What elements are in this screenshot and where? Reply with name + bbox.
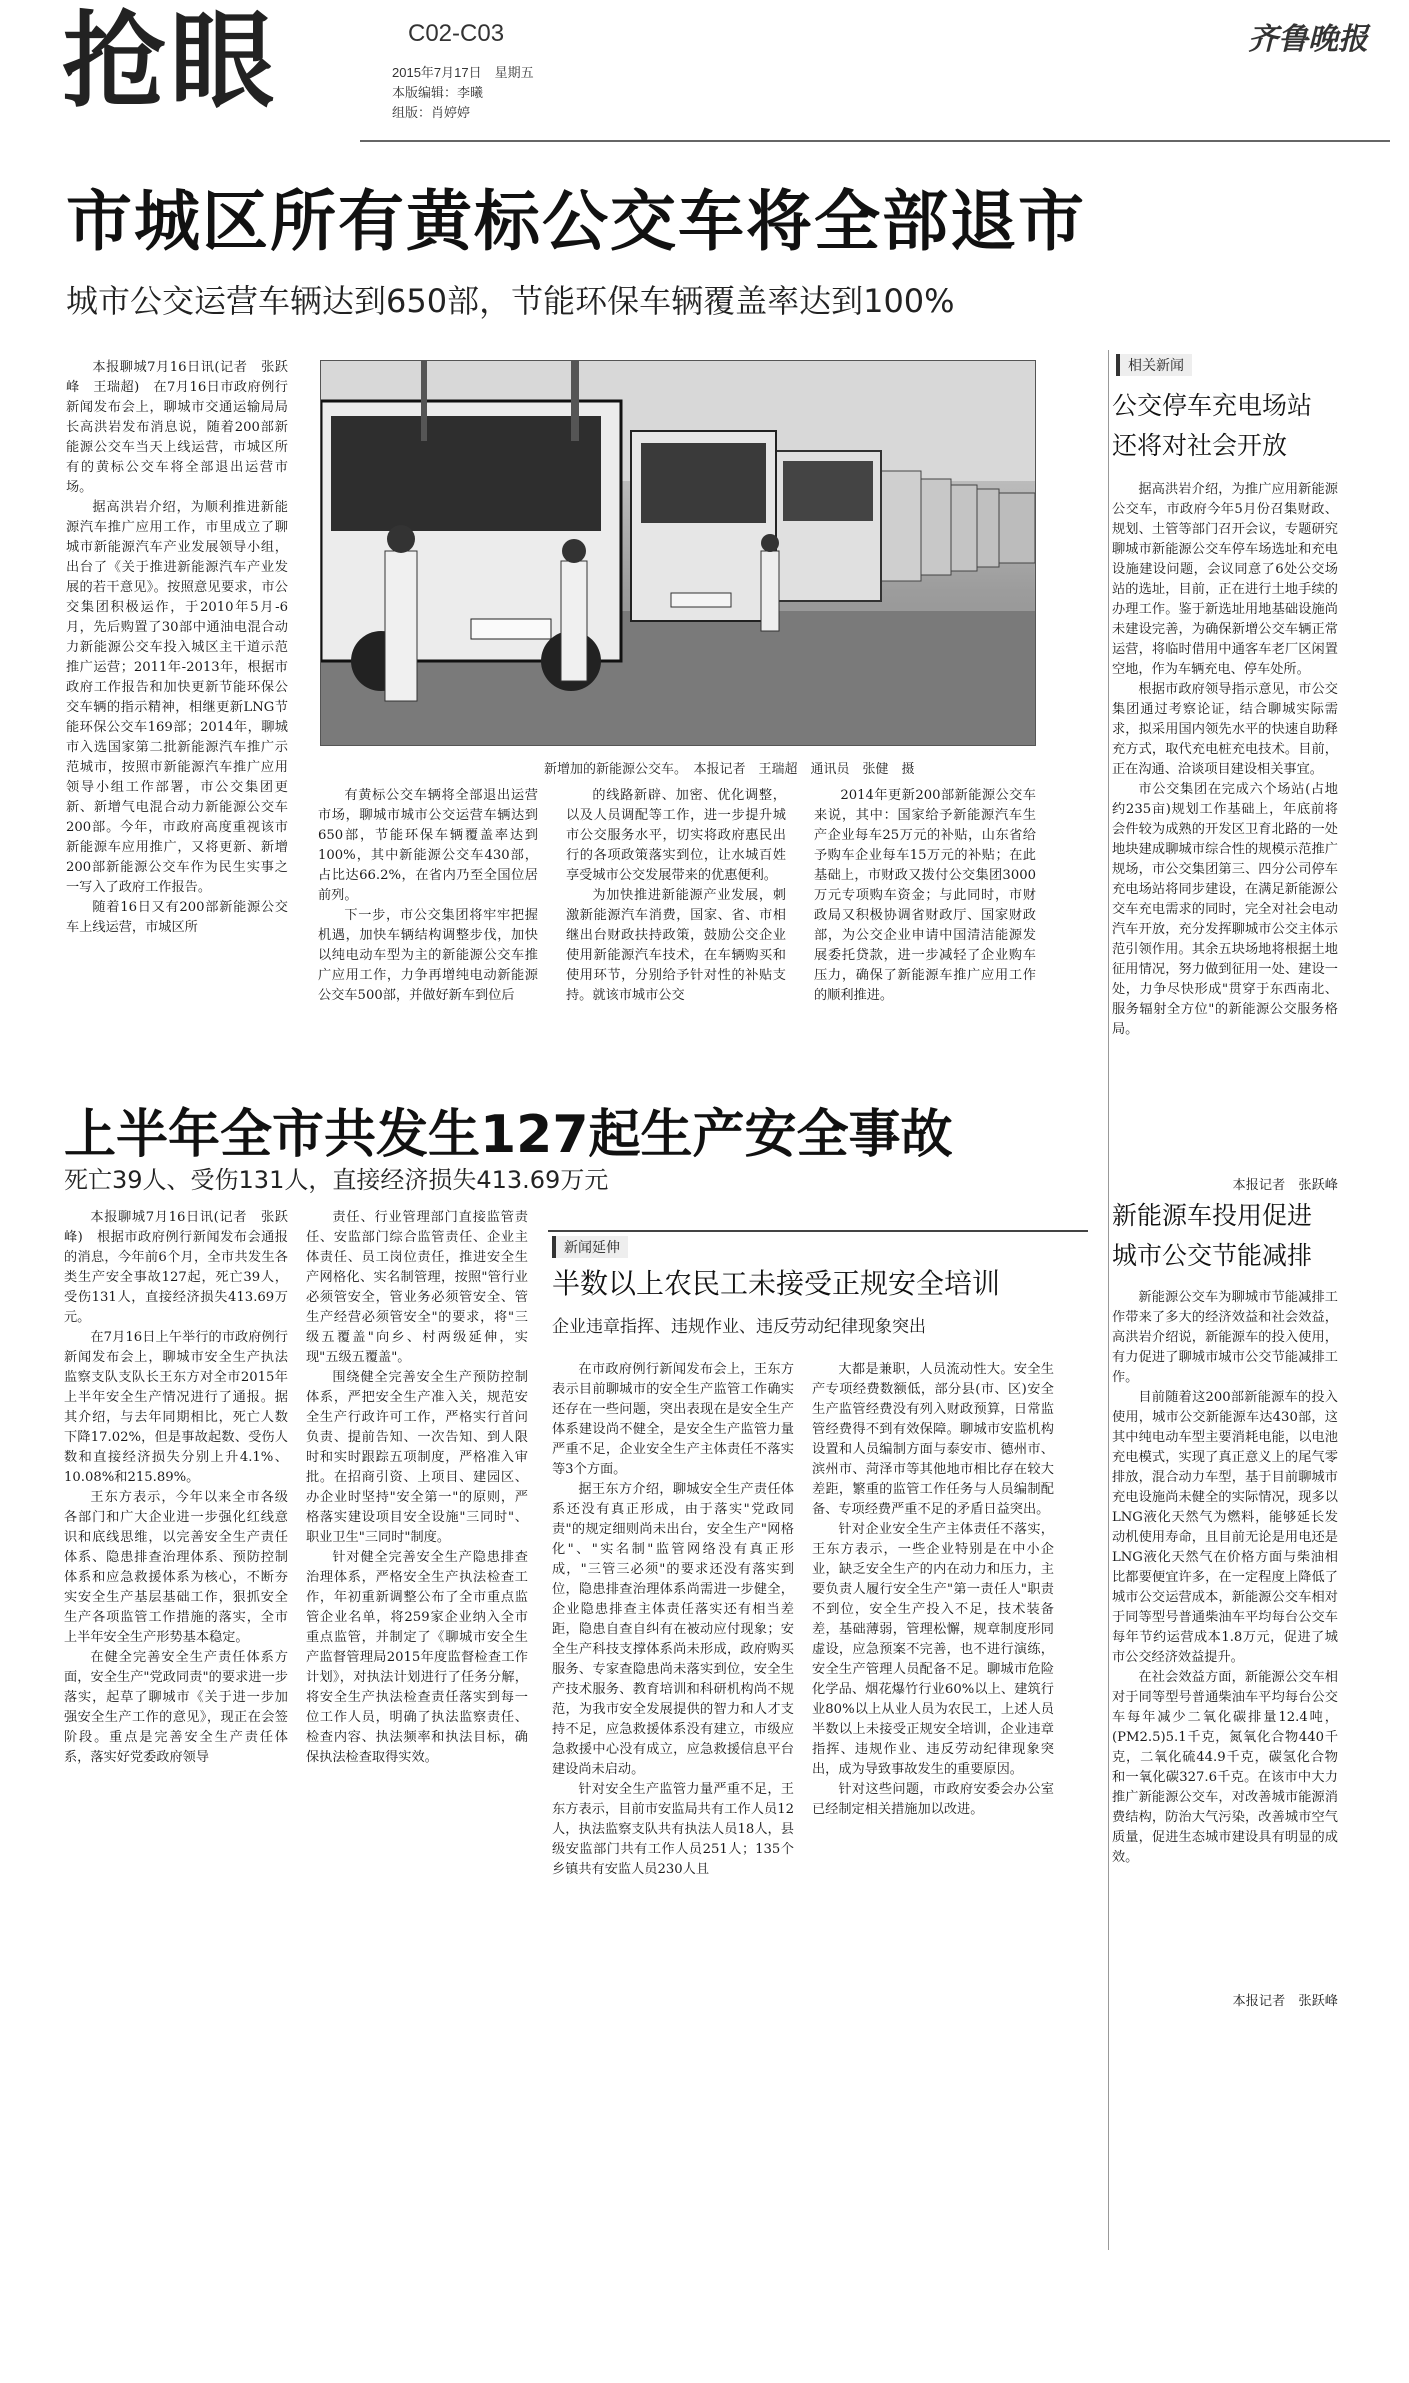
news-extension-rule <box>548 1230 1088 1232</box>
bus-photo-illustration <box>321 361 1035 745</box>
bus-photo <box>320 360 1036 746</box>
article1-headline: 市城区所有黄标公交车将全部退市 <box>66 183 1086 260</box>
sidebar-story1-body <box>1112 480 1338 1160</box>
article1-col2-para: 下一步，市公交集团将牢牢把握机遇，加快车辆结构调整步伐，加快以纯电动车型为主的新能源公交车推广应用工作，力争再增纯电动新能源公交车500部，并做好新车到位后 <box>318 908 538 1003</box>
issue-date: 2015年7月17日 星期五 <box>392 65 534 80</box>
newspaper-logo: 齐鲁晚报 <box>1248 22 1368 57</box>
article2-col1-para: 王东方表示，今年以来全市各级各部门和广大企业进一步强化红线意识和底线思维，以完善安全生产责任体系、隐患排查治理体系、预防控制体系和应急救援体系为核心，不断夯实安全生产基层基础工作，狠抓安全生产各项监管工作措施的落实，全市上半年安全生产形势基本稳定。 <box>64 1490 288 1645</box>
sidebar-story1-para: 市公交集团在完成六个场站(占地约235亩)规划工作基础上，年底前将会件较为成熟的开发区卫育北路的一处地块建成聊城市综合性的规模示范推广规场，市公交集团第三、四分公司停车充电场站将同步建设，在满足新能源公交车充电需求的同时，完全对社会电动汽车开放，充分发挥聊城市公交主体示范引领作用。其余五块场地将根据土地征用情况，努力做到征用一处、建设一处，力争尽快形成"贯穿于东西南北、服务辐射全方位"的新能源公交服务格局。 <box>1112 782 1338 1037</box>
article1-col2-para: 有黄标公交车辆将全部退出运营市场，聊城市城市公交运营车辆达到650部，节能环保车辆覆盖率达到100%，其中新能源公交车430部，占比达66.2%，在省内乃至全国位居前列。 <box>318 788 538 903</box>
article1-col2 <box>318 786 538 1076</box>
sidebar-story1-headline-line1: 公交停车充电场站 <box>1112 391 1313 420</box>
article2-col1 <box>64 1208 288 2008</box>
article2-col2-para: 围绕健全完善安全生产预防控制体系，严把安全生产准入关，规范安全生产行政许可工作，严格实行首问负责、提前告知、一次告知、到人限时和实时跟踪五项制度，严格准入审批。在招商引资、上项目、建园区、办企业时坚持"安全第一"的原则，严格落实建设项目安全设施"三同时"、职业卫生"三同时"制度。 <box>306 1370 528 1545</box>
news-extension-tag: 新闻延伸 <box>552 1236 628 1258</box>
article2-subhead: 死亡39人、受伤131人，直接经济损失413.69万元 <box>64 1166 609 1194</box>
article2-col1-para: 本报聊城7月16日讯(记者 张跃峰) 根据市政府例行新闻发布会通报的消息，今年前6个月，全市共发生各类生产安全事故127起，死亡39人，受伤131人，直接经济损失413.69万元。 <box>64 1210 288 1325</box>
news-extension-subhead: 企业违章指挥、违规作业、违反劳动纪律现象突出 <box>552 1317 926 1337</box>
sidebar-story2-headline-line1: 新能源车投用促进 <box>1112 1201 1313 1230</box>
sidebar-tag: 相关新闻 <box>1116 354 1192 376</box>
sidebar-story1-headline-line2: 还将对社会开放 <box>1112 431 1288 460</box>
article2-col1-para: 在健全完善安全生产责任体系方面，安全生产"党政同责"的要求进一步落实，起草了聊城市《关于进一步加强安全生产工作的意见》，现正在会签阶段。重点是完善安全生产责任体系，落实好党委政府领导 <box>64 1650 288 1765</box>
sidebar-story2-para: 新能源公交车为聊城市节能减排工作带来了多大的经济效益和社会效益，高洪岩介绍说，新能源车的投入使用，有力促进了聊城市城市公交节能减排工作。 <box>1112 1290 1338 1385</box>
article1-col3 <box>566 786 786 1076</box>
masthead-rule <box>360 140 1390 142</box>
news-extension-para: 在市政府例行新闻发布会上，王东方表示目前聊城市的安全生产监管工作确实还存在一些问题，突出表现在是安全生产体系建设尚不健全，是安全生产监管力量严重不足，企业安全生产主体责任不落实等3个方面。 <box>552 1362 794 1477</box>
section-title: 抢眼 <box>62 0 279 122</box>
article2-col1-para: 在7月16日上午举行的市政府例行新闻发布会上，聊城市安全生产执法监察支队支队长王东方对全市2015年上半年安全生产情况进行了通报。据其介绍，与去年同期相比，死亡人数下降17.02%，但是事故起数、受伤人数和直接经济损失分别上升4.1%、10.08%和215.89%。 <box>64 1330 288 1485</box>
sidebar-story1-para: 据高洪岩介绍，为推广应用新能源公交车，市政府今年5月份召集财政、规划、土管等部门召开会议，专题研究聊城市新能源公交车停车场选址和充电设施建设问题，会议同意了6处公交场站的选址，目前，正在进行土地手续的办理工作。鉴于新选址用地基础设施尚未建设完善，为确保新增公交车辆正常运营，将临时借用中通客车老厂区闲置空地，作为车辆充电、停车处所。 <box>1112 482 1338 677</box>
sidebar-story1-para: 根据市政府领导指示意见，市公交集团通过考察论证，结合聊城实际需求，拟采用国内领先水平的快速自助释充方式，取代充电桩充电技术。目前，正在沟通、洽谈项目建设相关事宜。 <box>1112 682 1338 777</box>
sidebar-story2-byline: 本报记者 张跃峰 <box>1232 1994 1338 2009</box>
news-extension-col1 <box>552 1360 794 2020</box>
article1-col4-para: 2014年更新200部新能源公交车来说，其中：国家给予新能源汽车生产企业每车25万元的补贴，山东省给予购车企业每车15万元的补贴；在此基础上，市财政又拨付公交集团3000万元专项购车资金；与此同时，市财政局又积极协调省财政厅、国家财政部，为公交企业申请中国清洁能源发展委托贷款，进一步减轻了企业购车压力，确保了新能源车推广应用工作的顺利推进。 <box>814 788 1036 1003</box>
sidebar-story2-headline <box>1112 1196 1312 1276</box>
news-extension-para: 针对安全生产监管力量严重不足，王东方表示，目前市安监局共有工作人员12人，执法监察支队共有执法人员18人，县级安监部门共有工作人员251人；135个乡镇共有安监人员230人且 <box>552 1782 794 1877</box>
sidebar-story1-byline: 本报记者 张跃峰 <box>1232 1178 1338 1193</box>
article1-col3-para: 为加快推进新能源产业发展，刺激新能源汽车消费，国家、省、市相继出台财政扶持政策，鼓励公交企业使用新能源汽车技术，在车辆购买和使用环节，分别给予针对性的补贴支持。就该市城市公交 <box>566 888 786 1003</box>
sidebar-story1-headline <box>1112 386 1312 466</box>
article2-col2-para: 针对健全完善安全生产隐患排查治理体系，严格安全生产执法检查工作，年初重新调整公布了全市重点监管企业名单，将259家企业纳入全市重点监管，并制定了《聊城市安全生产监督管理局2015年度监督检查工作计划》，对执法计划进行了任务分解，将安全生产执法检查责任落实到每一位工作人员，明确了执法监察责任、检查内容、执法频率和执法目标，确保执法检查取得实效。 <box>306 1550 528 1765</box>
page-designer: 组版：肖婷婷 <box>392 105 471 120</box>
news-extension-para: 据王东方介绍，聊城安全生产责任体系还没有真正形成，由于落实"党政同责"的规定细则尚未出台，安全生产"网格化"、"实名制"监管网络没有真正形成，"三管三必须"的要求还没有落实到位，隐患排查治理体系尚需进一步健全，企业隐患排查主体责任落实还有相当差距，隐患自查自纠有在被动应付现象；安全生产科技支撑体系尚未形成，政府购买服务、专家查隐患尚未落实到位，安全生产技术服务、教育培训和科研机构尚不规范，为我市安全发展提供的智力和人才支持不足，应急救援体系没有建立，市级应急救援中心没有成立，应急救援信息平台建设尚未启动。 <box>552 1482 794 1777</box>
article2-col2 <box>306 1208 528 2008</box>
page-numbers: C02-C03 <box>408 20 505 47</box>
page-editor: 本版编辑：李曦 <box>392 85 484 100</box>
article1-col1-para: 据高洪岩介绍，为顺利推进新能源汽车推广应用工作，市里成立了聊城市新能源汽车产业发展领导小组，出台了《关于推进新能源汽车产业发展的若干意见》。按照意见要求，市公交集团积极运作，于2010年5月-6月，先后购置了30部中通油电混合动力新能源公交车投入城区主干道示范推广运营；2011年-2013年，根据市政府工作报告和加快更新节能环保公交车辆的指示精神，相继更新LNG节能环保公交车169部；2014年，聊城市入选国家第二批新能源汽车推广示范城市，按照市新能源汽车推广应用领导小组工作部署，市公交集团更新、新增气电混合动力新能源公交车200部。今年，市政府高度重视该市新能源车应用推广，又将更新、新增200部新能源公交车作为民生实事之一写入了政府工作报告。 <box>66 500 288 895</box>
article1-col3-para: 的线路新辟、加密、优化调整，以及人员调配等工作，进一步提升城市公交服务水平，切实将政府惠民出行的各项政策落实到位，让水城百姓享受城市公交发展带来的优惠便利。 <box>566 788 786 883</box>
photo-caption: 新增加的新能源公交车。 本报记者 王瑞超 通讯员 张健 摄 <box>544 761 915 776</box>
article1-col1-para: 随着16日又有200部新能源公交车上线运营，市城区所 <box>66 900 288 935</box>
sidebar-story2-para: 目前随着这200部新能源车的投入使用，城市公交新能源车达430部，这其中纯电动车型主要消耗电能，以电池充电模式，实现了真正意义上的尾气零排放，混合动力车型，基于目前聊城市充电设施尚未健全的实际情况，现多以LNG液化天然气为燃料，能够延长发动机使用寿命，且目前无论是用电还是LNG液化天然气在价格方面与柴油相比都要便宜许多，在一定程度上降低了城市公交运营成本，新能源公交车相对于同等型号普通柴油车平均每台公交车每年节约运营成本1.8万元，促进了城市公交经济效益提升。 <box>1112 1390 1338 1665</box>
sidebar-story2-para: 在社会效益方面，新能源公交车相对于同等型号普通柴油车平均每台公交车每年减少二氧化碳排量12.4吨，(PM2.5)5.1千克，氮氧化合物440千克，二氧化硫44.9千克，碳氢化合物和一氧化碳327.6千克。在该市中大力推广新能源公交车，对改善城市能源消费结构，防治大气污染，改善城市空气质量，促进生态城市建设具有明显的成效。 <box>1112 1670 1338 1865</box>
article1-col4 <box>814 786 1036 1076</box>
article2-headline: 上半年全市共发生127起生产安全事故 <box>64 1105 953 1165</box>
news-extension-col2 <box>812 1360 1054 2020</box>
article1-col1-para: 本报聊城7月16日讯(记者 张跃峰 王瑞超) 在7月16日市政府例行新闻发布会上，聊城市交通运输局局长高洪岩发布消息说，随着200部新能源公交车当天上线运营，市城区所有的黄标公交车将全部退出运营市场。 <box>66 360 288 495</box>
sidebar-divider <box>1108 350 1109 2250</box>
article1-col1 <box>66 358 288 1078</box>
article2-col2-para: 责任、行业管理部门直接监管责任、安监部门综合监管责任、企业主体责任、员工岗位责任，推进安全生产网格化、实名制管理，按照"管行业必须管安全，管业务必须管安全、管生产经营必须管安全"的要求，将"三级五覆盖"向乡、村两级延伸，实现"五级五覆盖"。 <box>306 1210 528 1365</box>
sidebar-story2-body <box>1112 1288 1338 1978</box>
news-extension-para: 大都是兼职，人员流动性大。安全生产专项经费数额低，部分县(市、区)安全生产监管经费没有列入财政预算，日常监管经费得不到有效保障。聊城市安监机构设置和人员编制方面与泰安市、德州市、滨州市、菏泽市等其他地市相比存在较大差距，繁重的监管工作任务与人员编制配备、专项经费严重不足的矛盾日益突出。 <box>812 1362 1054 1517</box>
news-extension-headline: 半数以上农民工未接受正规安全培训 <box>552 1267 1001 1300</box>
article1-subhead: 城市公交运营车辆达到650部，节能环保车辆覆盖率达到100% <box>66 282 955 320</box>
news-extension-para: 针对企业安全生产主体责任不落实，王东方表示，一些企业特别是在中小企业，缺乏安全生产的内在动力和压力，主要负责人履行安全生产"第一责任人"职责不到位，安全生产投入不足，技术装备差，基础薄弱，管理松懈，规章制度形同虚设，应急预案不完善，也不进行演练，安全生产管理人员配备不足。聊城市危险化学品、烟花爆竹行业60%以上、建筑行业80%以上从业人员为农民工，上述人员半数以上未接受正规安全培训，企业违章指挥、违规作业、违反劳动纪律现象突出，成为导致事故发生的重要原因。 <box>812 1522 1054 1777</box>
news-extension-para: 针对这些问题，市政府安委会办公室已经制定相关措施加以改进。 <box>812 1782 1054 1817</box>
sidebar-story2-headline-line2: 城市公交节能减排 <box>1112 1241 1313 1270</box>
